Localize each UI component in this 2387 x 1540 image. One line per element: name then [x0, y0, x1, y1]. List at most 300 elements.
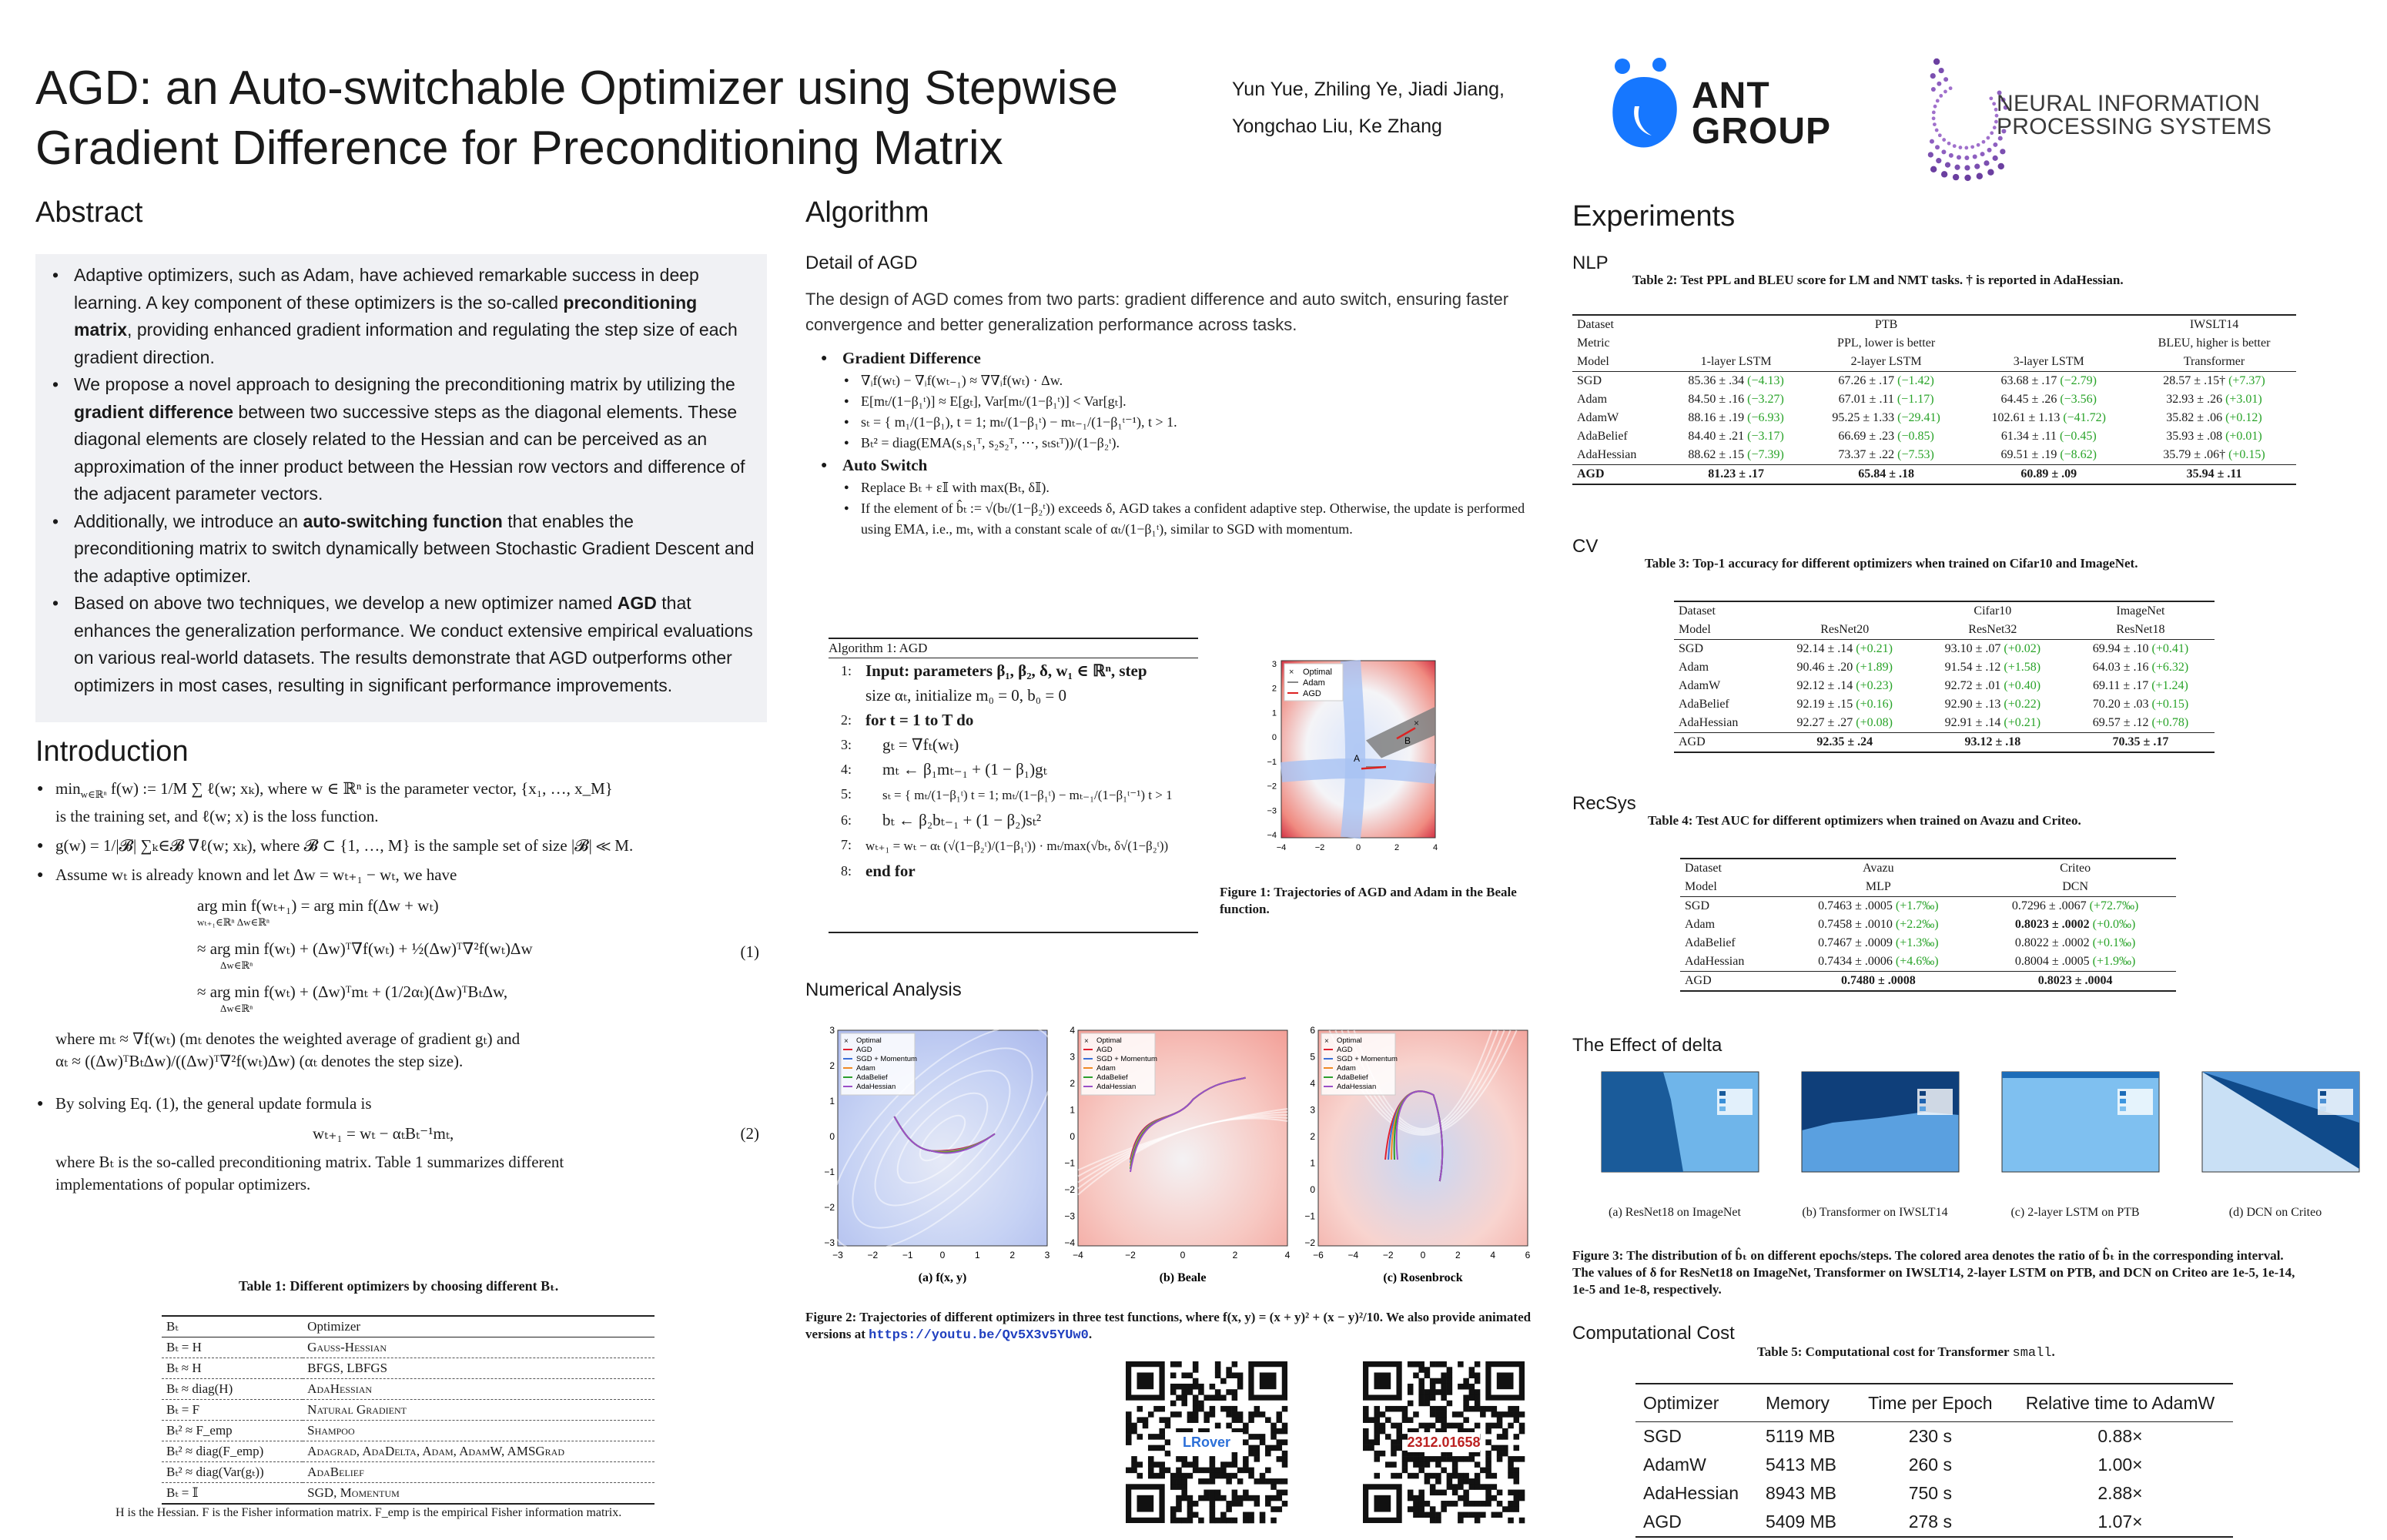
fig2-x-tick: 1 — [974, 1250, 980, 1260]
table-cell: Avazu — [1863, 862, 1894, 875]
auto-switch-item: ● If the element of b̂ₜ := √(bₜ/(1−β₂ᵗ)) exceeds δ, AGD takes a confident adaptive step. Otherwise, the update is performed using EMA, i.e., mₜ, with a constant scale of αₜ/(1−β₁ᵗ), similar to SGD with momentum. — [821, 498, 1545, 540]
table-1-bt-cell: Bₜ² ≈ diag(F_emp) — [166, 1444, 264, 1458]
table-1-bt-cell: Bₜ ≈ diag(H) — [166, 1381, 233, 1396]
fig1-y-tick: −3 — [1267, 806, 1277, 816]
algorithm-line — [829, 782, 1198, 808]
logo-dot — [1939, 68, 1944, 73]
value-cell: 69.51 ± .19 (−8.62) — [2000, 448, 2097, 461]
svg-text:×: × — [844, 1037, 849, 1046]
equation-1: arg min f(wₜ₊₁) = arg min f(Δw + wₜ) wₜ₊₁∈ℝⁿ Δw∈ℝⁿ ≈ arg min f(wₜ) + (Δw)ᵀ∇f(wₜ) + ½(Δw)ᵀ∇²f(wₜ)Δw Δw∈ℝⁿ ≈ arg min f(wₜ) + (Δw)ᵀmₜ + (1/2αₜ)(Δw)ᵀBₜΔw, Δw∈ℝⁿ (1) — [197, 896, 759, 1015]
table-cell: Model — [1685, 880, 1717, 893]
logo-dot — [1987, 169, 1994, 175]
equation-2: wₜ₊₁ = wₜ − αₜBₜ⁻¹mₜ, (2) — [313, 1122, 775, 1145]
value-cell: 70.35 ± .17 — [2112, 735, 2169, 748]
value-cell: 0.8004 ± .0005 (+1.9‰) — [2014, 955, 2136, 968]
value-cell: 92.91 ± .14 (+0.21) — [1944, 716, 2041, 729]
fig1-optimal-marker: × — [1414, 718, 1420, 729]
logo-dot — [1964, 146, 1968, 150]
logo-dot — [1953, 174, 1959, 180]
table-1-optimizer-cell: AdaBelief — [307, 1465, 364, 1479]
figure-1-caption: Figure 1: Trajectories of AGD and Adam in the Beale function. — [1220, 885, 1517, 916]
logo-dot — [1941, 149, 1946, 154]
fig1-legend-label: Adam — [1303, 678, 1325, 688]
logo-dot — [1987, 136, 1990, 140]
fig2-x-tick: 0 — [939, 1250, 946, 1260]
table-4-caption: Table 4: Test AUC for different optimizers when trained on Avazu and Criteo. — [1648, 813, 2081, 828]
table-cell: ImageNet — [2116, 604, 2165, 618]
value-cell: 84.40 ± .21 (−3.17) — [1688, 430, 1784, 443]
ant-group-logo — [1605, 55, 1836, 156]
detail-of-agd-text: The design of AGD comes from two parts: gradient difference and auto switch, ensuring faster convergence and better generalization performance across tasks. — [805, 290, 1509, 334]
logo-dot — [1977, 143, 1980, 147]
table-row — [1680, 859, 2176, 878]
logo-dot — [1945, 162, 1950, 168]
fig1-y-tick: 3 — [1271, 660, 1277, 669]
poster-title — [35, 59, 1221, 179]
fig2-subtitle: (a) f(x, y) — [918, 1271, 967, 1284]
value-cell: 92.12 ± .14 (+0.23) — [1796, 679, 1893, 692]
table-header-cell: Relative time to AdamW — [2025, 1393, 2215, 1413]
algorithm-1-header: Algorithm 1: AGD — [829, 639, 1198, 658]
abstract-box — [35, 254, 767, 722]
value-cell: 64.03 ± .16 (+6.32) — [2092, 661, 2189, 674]
logo-dot — [1998, 163, 2004, 169]
logo-dot — [1932, 116, 1936, 120]
optimizer-cell: Adam — [1577, 393, 1608, 406]
auto-switch-item: ● Replace Bₜ + ε𝕀 with max(Bₜ, δ𝕀). — [821, 477, 1545, 498]
fig2-y-tick: 2 — [1310, 1131, 1315, 1142]
fig2-legend-label: Optimal — [1337, 1036, 1362, 1045]
algorithm-line-text: end for — [865, 862, 916, 880]
detail-of-agd-heading: Detail of AGD — [805, 253, 918, 273]
fig1-x-tick: 2 — [1394, 843, 1400, 852]
logo-dot — [1984, 160, 1989, 166]
table-cell: 2.88× — [2097, 1483, 2143, 1503]
table-1-bt-cell: Bₜ = F — [166, 1402, 200, 1417]
logo-dot — [1947, 142, 1951, 146]
table-cell: Dataset — [1685, 862, 1722, 875]
value-cell: 28.57 ± .15† (+7.37) — [2163, 374, 2265, 387]
logo-dot — [1943, 90, 1947, 94]
value-cell: 88.62 ± .15 (−7.39) — [1688, 448, 1784, 461]
table-1-bt-cell: Bₜ = H — [166, 1340, 202, 1354]
delta-plot — [1786, 1069, 1964, 1184]
fig2-legend-label: AdaHessian — [1337, 1083, 1377, 1091]
table-cell: 5119 MB — [1765, 1426, 1836, 1446]
table-1-optimizer-cell: Natural Gradient — [307, 1402, 407, 1417]
computational-cost-heading: Computational Cost — [1572, 1323, 1735, 1344]
fig2-legend-label: AdaHessian — [1096, 1083, 1137, 1091]
value-cell: 92.27 ± .27 (+0.08) — [1796, 716, 1893, 729]
fig2-y-tick: −2 — [824, 1202, 835, 1213]
value-cell: 0.7434 ± .0006 (+4.6‰) — [1818, 955, 1939, 968]
logo-dot — [1941, 171, 1947, 177]
fig2-x-tick: −6 — [1313, 1250, 1324, 1260]
algorithm-heading: Algorithm — [805, 196, 929, 229]
table-1-optimizer-cell: SGD, Momentum — [307, 1485, 400, 1500]
logo-dot — [1930, 166, 1937, 172]
value-cell: 92.19 ± .15 (+0.16) — [1796, 698, 1893, 711]
introduction-heading: Introduction — [35, 735, 189, 768]
fig2-x-tick: −2 — [1125, 1250, 1136, 1260]
table-5 — [1635, 1383, 2233, 1538]
table-row — [1680, 878, 2176, 897]
table-row — [1674, 621, 2215, 640]
table-row-agd — [1680, 972, 2176, 992]
value-cell: 90.46 ± .20 (+1.89) — [1796, 661, 1893, 674]
value-cell: 69.94 ± .10 (+0.41) — [2092, 642, 2189, 655]
fig1-legend-label: Optimal — [1303, 668, 1332, 677]
value-cell: 73.37 ± .22 (−7.53) — [1838, 448, 1934, 461]
algorithm-line-number: 6: — [840, 812, 852, 828]
table-cell: MLP — [1865, 880, 1891, 893]
fig2-x-tick: 2 — [1232, 1250, 1238, 1260]
fig1-x-tick: −4 — [1276, 843, 1287, 852]
table-cell: 1-layer LSTM — [1700, 355, 1772, 368]
logo-dot — [1949, 153, 1953, 158]
value-cell: 69.11 ± .17 (+1.24) — [2093, 679, 2188, 692]
table-row — [162, 1483, 654, 1505]
figure-3-caption: Figure 3: The distribution of b̂ₜ on different epochs/steps. The colored area denotes the ratio of b̂ₜ in the corresponding interval. The values of δ for ResNet18 on ImageNet, Transformer on IWSLT14, 2-layer LSTM on PTB, and DCN on Criteo are 1e-5, 1e-14, 1e-5 and 1e-8, respectively. — [1572, 1248, 2295, 1297]
optimizer-cell: AdaBelief — [1685, 936, 1736, 949]
logo-dot — [1993, 156, 1998, 161]
nlp-heading: NLP — [1572, 253, 1609, 273]
delta-plot — [1586, 1069, 1763, 1184]
table-1-bt-cell: Bₜ ≈ H — [166, 1361, 202, 1375]
value-cell: 67.01 ± .11 (−1.17) — [1838, 393, 1934, 406]
table-cell — [1771, 601, 1919, 621]
fig2-y-tick: 3 — [1070, 1051, 1075, 1063]
table-cell — [1965, 334, 2132, 353]
gradient-difference-item: ● E[mₜ/(1−β₁ᵗ)] ≈ E[gₜ], Var[mₜ/(1−β₁ᵗ)] < Var[gₜ]. — [821, 391, 1545, 412]
table-5-caption: Table 5: Computational cost for Transformer small. — [1757, 1344, 2055, 1361]
delta-plot — [1987, 1069, 2164, 1184]
table-1-optimizer-cell: Shampoo — [307, 1423, 355, 1438]
table-1-footnote: H is the Hessian. F is the Fisher information matrix. F_emp is the empirical Fisher information matrix. — [116, 1506, 622, 1519]
logo-dot — [1935, 145, 1940, 149]
fig1-y-tick: 2 — [1271, 684, 1277, 694]
abstract-heading: Abstract — [35, 196, 143, 229]
optimizer-cell: AdaHessian — [1685, 955, 1745, 968]
table-row — [1674, 695, 2215, 714]
neurips-wordmark: NEURAL INFORMATION PROCESSING SYSTEMS — [1997, 91, 2272, 139]
abstract-list — [48, 262, 755, 699]
table-cell: AdaHessian — [1643, 1483, 1739, 1503]
table-cell: Metric — [1577, 336, 1610, 350]
figure-2-caption: Figure 2: Trajectories of different optimizers in three test functions, where f(x, y) = (x + y)² + (x − y)²/10. We also provide animated versions at https://youtu.be/Qv5X3v5YUw0. — [805, 1310, 1532, 1343]
value-cell: 61.34 ± .11 (−0.45) — [2000, 430, 2097, 443]
table-row — [1680, 952, 2176, 972]
fig2-y-tick: 0 — [829, 1131, 835, 1142]
fig2-y-tick: 3 — [829, 1025, 835, 1036]
fig2-y-tick: 2 — [1070, 1078, 1075, 1089]
fig2-y-tick: −1 — [1064, 1157, 1075, 1169]
fig2-y-tick: 0 — [1310, 1184, 1315, 1195]
algorithm-line-number: 2: — [840, 712, 852, 728]
table-row — [162, 1441, 654, 1462]
algorithm-details — [821, 346, 1545, 540]
table-1-optimizer-cell: BFGS, LBFGS — [307, 1361, 388, 1375]
fig2-x-tick: 2 — [1455, 1250, 1461, 1260]
svg-text:×: × — [1289, 668, 1294, 677]
youtube-link[interactable]: https://youtu.be/Qv5X3v5YUw0 — [869, 1328, 1089, 1343]
value-cell: 64.45 ± .26 (−3.56) — [2000, 393, 2097, 406]
value-cell: 88.16 ± .19 (−6.93) — [1688, 411, 1784, 424]
value-cell: 92.14 ± .14 (+0.21) — [1796, 642, 1893, 655]
fig1-legend-label: AGD — [1303, 689, 1321, 698]
logo-dot — [1938, 133, 1942, 137]
algorithm-line — [829, 757, 1198, 782]
algorithm-1-box — [829, 638, 1198, 933]
table-cell: 230 s — [1908, 1426, 1952, 1446]
fig2-x-tick: −2 — [867, 1250, 879, 1260]
table-cell: 278 s — [1908, 1512, 1952, 1532]
algorithm-line-number: 3: — [840, 737, 852, 752]
fig2-legend-label: Adam — [1337, 1064, 1356, 1073]
qr-label: 2312.01658 — [1407, 1435, 1481, 1450]
fig2-legend-label: AGD — [1337, 1046, 1353, 1054]
gradient-difference-item: ● ∇ᵢf(wₜ) − ∇ᵢf(wₜ₋₁) ≈ ∇∇ᵢf(wₜ) · Δw. — [821, 370, 1545, 391]
value-cell: 70.20 ± .03 (+0.15) — [2092, 698, 2189, 711]
logo-dot — [1931, 87, 1936, 92]
value-cell: 35.93 ± .08 (+0.01) — [2166, 430, 2262, 443]
algorithm-line — [829, 658, 1198, 683]
table-cell: Dataset — [1679, 604, 1716, 618]
fig2-y-tick: −1 — [824, 1167, 835, 1177]
fig2-y-tick: 1 — [1070, 1104, 1075, 1116]
table-row — [1572, 372, 2296, 391]
table-cell: Dataset — [1577, 318, 1614, 331]
fig2-x-tick: 4 — [1284, 1250, 1291, 1260]
fig2-y-tick: 0 — [1070, 1131, 1075, 1142]
fig1-x-tick: −2 — [1314, 843, 1325, 852]
gradient-difference-item: ● sₜ = { m₁/(1−β₁), t = 1; mₜ/(1−β₁ᵗ) − mₜ₋₁/(1−β₁ᵗ⁻¹), t > 1. — [821, 412, 1545, 433]
fig1-y-tick: −2 — [1267, 782, 1277, 792]
authors-line-2: Yongchao Liu, Ke Zhang — [1232, 116, 1442, 137]
value-cell: 0.8022 ± .0002 (+0.1‰) — [2014, 936, 2136, 949]
table-cell: AGD — [1643, 1512, 1682, 1532]
table-cell: 1.00× — [2097, 1455, 2143, 1475]
fig2-x-tick: 6 — [1525, 1250, 1531, 1260]
logo-dot — [1964, 165, 1970, 170]
logo-dot — [1957, 155, 1961, 159]
optimizer-cell: AdamW — [1679, 679, 1721, 692]
logo-dot — [1930, 139, 1934, 144]
fig2-subtitle: (b) Beale — [1159, 1271, 1207, 1284]
optimizer-cell: Adam — [1685, 918, 1716, 931]
value-cell: 35.79 ± .06† (+0.15) — [2163, 448, 2265, 461]
table-row — [1635, 1451, 2233, 1479]
table-row — [1572, 446, 2296, 465]
fig2-x-tick: −3 — [832, 1250, 843, 1260]
fig2-y-tick: −4 — [1064, 1237, 1075, 1248]
optimizer-cell: AdaHessian — [1679, 716, 1739, 729]
logo-dot — [1989, 96, 1993, 100]
value-cell: 0.7458 ± .0010 (+2.2‰) — [1818, 918, 1939, 931]
optimizer-cell: AdaBelief — [1679, 698, 1729, 711]
algorithm-line-text: sₜ = { mₜ/(1−β₁ᵗ) t = 1; mₜ/(1−β₁ᵗ) − mₜ₋₁/(1−β₁ᵗ⁻¹) t > 1 — [882, 788, 1173, 802]
fig2-y-tick: 1 — [1310, 1157, 1315, 1169]
table-header-row — [1635, 1384, 2233, 1422]
table-3-caption: Table 3: Top-1 accuracy for different optimizers when trained on Cifar10 and ImageNet. — [1645, 556, 2138, 571]
table-1 — [162, 1278, 654, 1505]
fig2-y-tick: −3 — [1064, 1210, 1075, 1222]
abstract-bullet: • Additionally, we introduce an auto-switching function that enables the preconditioning matrix to switch dynamically between Stochastic Gradient Descent and the adaptive optimizer. — [48, 508, 755, 591]
table-cell: ResNet20 — [1820, 623, 1870, 636]
logo-dot — [1970, 145, 1974, 149]
table-row — [1572, 390, 2296, 409]
algorithm-line — [829, 732, 1198, 757]
table-1-caption: Table 1: Different optimizers by choosing different Bₜ. — [239, 1278, 559, 1294]
table-row — [1674, 714, 2215, 733]
abstract-bullet: • Adaptive optimizers, such as Adam, have achieved remarkable success in deep learning. A key component of these optimizers is the so-called preconditioning matrix, providing enhanced gradient information and regulating the step size of each gradient direction. — [48, 262, 755, 371]
table-header-cell: Time per Epoch — [1868, 1393, 1993, 1413]
optimizer-cell: SGD — [1679, 642, 1704, 655]
fig2-legend-label: Adam — [856, 1064, 875, 1073]
logo-dot — [1936, 99, 1940, 103]
table-cell: 1.07× — [2097, 1512, 2143, 1532]
fig2-legend-label: AGD — [1096, 1046, 1113, 1054]
fig2-x-tick: −4 — [1073, 1250, 1083, 1260]
gradient-difference-item: ● Bₜ² = diag(EMA(s₁s₁ᵀ, s₂s₂ᵀ, ⋯, sₜsₜᵀ))/(1−β₂ᵗ). — [821, 433, 1545, 454]
numerical-analysis-heading: Numerical Analysis — [805, 979, 962, 1000]
table-cell: ResNet32 — [1968, 623, 2017, 636]
figure-2 — [805, 1016, 1557, 1294]
table-row — [1635, 1479, 2233, 1508]
logo-dot — [1964, 156, 1969, 160]
table-row — [1572, 315, 2296, 334]
fig2-y-tick: 4 — [1070, 1025, 1075, 1036]
svg-text:×: × — [1324, 1037, 1329, 1046]
fig2-y-tick: 3 — [1310, 1104, 1315, 1116]
table-cell: AdamW — [1643, 1455, 1706, 1475]
fig1-point-a: A — [1354, 753, 1361, 765]
ant-group-wordmark: ANT GROUP — [1692, 75, 1832, 152]
fig2-y-tick: 4 — [1310, 1078, 1315, 1089]
intro-where-clause: where mₜ ≈ ∇f(wₜ) (mₜ denotes the weighted average of gradient gₜ) and αₜ ≈ ((Δw)ᵀBₜΔw)/((Δw)ᵀ∇²f(wₜ)Δw) (αₜ denotes the step size). — [55, 1029, 521, 1071]
logo-dot — [1933, 59, 1940, 65]
fig2-y-tick: −2 — [1304, 1237, 1315, 1248]
fig2-x-tick: 3 — [1044, 1250, 1050, 1260]
algorithm-line-text: Input: parameters β₁, β₂, δ, w₁ ∈ ℝⁿ, step — [865, 661, 1147, 680]
auto-switch-title: ● Auto Switch — [821, 454, 1545, 477]
fig2-y-tick: −1 — [1304, 1210, 1315, 1222]
logo-dot — [1936, 158, 1941, 163]
value-cell: 69.57 ± .12 (+0.78) — [2092, 716, 2189, 729]
table-1-optimizer-cell: AdaHessian — [307, 1381, 373, 1396]
fig2-legend-label: AdaBelief — [1337, 1073, 1368, 1082]
fig2-legend-label: AGD — [856, 1046, 872, 1054]
logo-dot — [1942, 138, 1946, 142]
algorithm-line-text: bₜ ← β₂bₜ₋₁ + (1 − β₂)sₜ² — [882, 811, 1042, 829]
table-1-header-bt: Bₜ — [166, 1319, 179, 1334]
qr-code-lrover[interactable] — [1126, 1361, 1287, 1523]
value-cell: 0.7463 ± .0005 (+1.7‰) — [1818, 899, 1939, 912]
optimizer-cell: AGD — [1679, 735, 1706, 748]
table-cell: PTB — [1874, 318, 1898, 331]
logo-dot — [1953, 144, 1957, 148]
logo-dot — [1937, 82, 1941, 86]
table-cell: 8943 MB — [1765, 1483, 1837, 1503]
table-2 — [1572, 314, 2296, 485]
qr-code-arxiv[interactable] — [1363, 1361, 1525, 1523]
figure-1-beale-trajectories — [1220, 653, 1558, 876]
algorithm-line-text: for t = 1 to T do — [865, 711, 974, 729]
gradient-difference-title: ● Gradient Difference — [821, 346, 1545, 370]
fig2-legend-label: AdaBelief — [856, 1073, 888, 1082]
table-row — [1635, 1422, 2233, 1451]
fig2-y-tick: 6 — [1310, 1025, 1315, 1036]
table-cell: Model — [1577, 355, 1609, 368]
table-cell — [1666, 334, 1807, 353]
logo-dot — [1993, 126, 1997, 129]
fig2-y-tick: −2 — [1064, 1184, 1075, 1195]
table-row — [1680, 897, 2176, 916]
table-row — [162, 1358, 654, 1379]
logo-dot — [1943, 77, 1948, 82]
table-row — [1572, 353, 2296, 372]
fig1-point-b: B — [1404, 735, 1411, 747]
fig2-x-tick: −4 — [1348, 1250, 1359, 1260]
table-row — [1680, 916, 2176, 934]
fig2-x-tick: 0 — [1180, 1250, 1186, 1260]
algorithm-line-number: 7: — [840, 837, 852, 852]
logo-dot — [1939, 94, 1943, 98]
table-3 — [1674, 601, 2215, 753]
fig2-legend-label: AdaHessian — [856, 1083, 896, 1091]
table-cell: Cifar10 — [1974, 604, 2012, 618]
algorithm-line — [829, 708, 1198, 732]
value-cell: 92.35 ± .24 — [1816, 735, 1873, 748]
fig2-x-tick: −2 — [1382, 1250, 1394, 1260]
fig1-x-tick: 4 — [1432, 843, 1438, 852]
table-cell: PPL, lower is better — [1837, 336, 1936, 350]
table-cell: 5413 MB — [1765, 1455, 1837, 1475]
logo-dot — [1980, 152, 1985, 156]
neurips-dots-icon — [1929, 43, 2006, 189]
value-cell: 35.82 ± .06 (+0.12) — [2166, 411, 2262, 424]
value-cell: 95.25 ± 1.33 (−29.41) — [1832, 411, 1940, 424]
table-1-optimizer-cell: Gauss-Hessian — [307, 1340, 387, 1354]
value-cell: 93.12 ± .18 — [1964, 735, 2021, 748]
table-row — [162, 1400, 654, 1421]
algorithm-line-number: 8: — [840, 863, 852, 879]
abstract-bullet: • Based on above two techniques, we develop a new optimizer named AGD that enhances the generalization performance. We conduct extensive empirical evaluations on various real-world datasets. The results demonstrate that AGD outperforms other optimizers in most cases, resulting in significant performance improvements. — [48, 590, 755, 699]
value-cell: 0.7480 ± .0008 — [1840, 974, 1916, 987]
table-row-agd — [1674, 733, 2215, 753]
fig2-y-tick: 1 — [829, 1096, 835, 1106]
neurips-logo — [1929, 43, 2291, 189]
svg-text:×: × — [1084, 1037, 1089, 1046]
algorithm-line — [829, 808, 1198, 832]
table-row — [162, 1421, 654, 1441]
fig2-x-tick: 2 — [1009, 1250, 1016, 1260]
table-row — [162, 1379, 654, 1400]
fig2-y-tick: 5 — [1310, 1051, 1315, 1063]
fig2-legend-label: SGD + Momentum — [856, 1055, 917, 1063]
delta-subcaption: (d) DCN on Criteo — [2228, 1206, 2322, 1219]
cv-heading: CV — [1572, 536, 1599, 557]
fig2-subtitle: (c) Rosenbrock — [1383, 1271, 1463, 1284]
table-1-header-optimizer: Optimizer — [307, 1319, 361, 1334]
effect-of-delta-heading: The Effect of delta — [1572, 1035, 1722, 1056]
table-cell: IWSLT14 — [2189, 318, 2239, 331]
value-cell: 92.90 ± .13 (+0.22) — [1944, 698, 2041, 711]
abstract-bullet: • We propose a novel approach to designing the preconditioning matrix by utilizing the gradient difference between two successive steps as the diagonal elements. These diagonal elements are closely related to the Hessian and can be perceived as an approximation of the inner product between the Hessian row vectors and difference of the adjacent parameter vectors. — [48, 371, 755, 508]
fig1-y-tick: −1 — [1267, 757, 1277, 767]
table-cell: ResNet18 — [2116, 623, 2165, 636]
fig2-legend-label: SGD + Momentum — [1337, 1055, 1398, 1063]
